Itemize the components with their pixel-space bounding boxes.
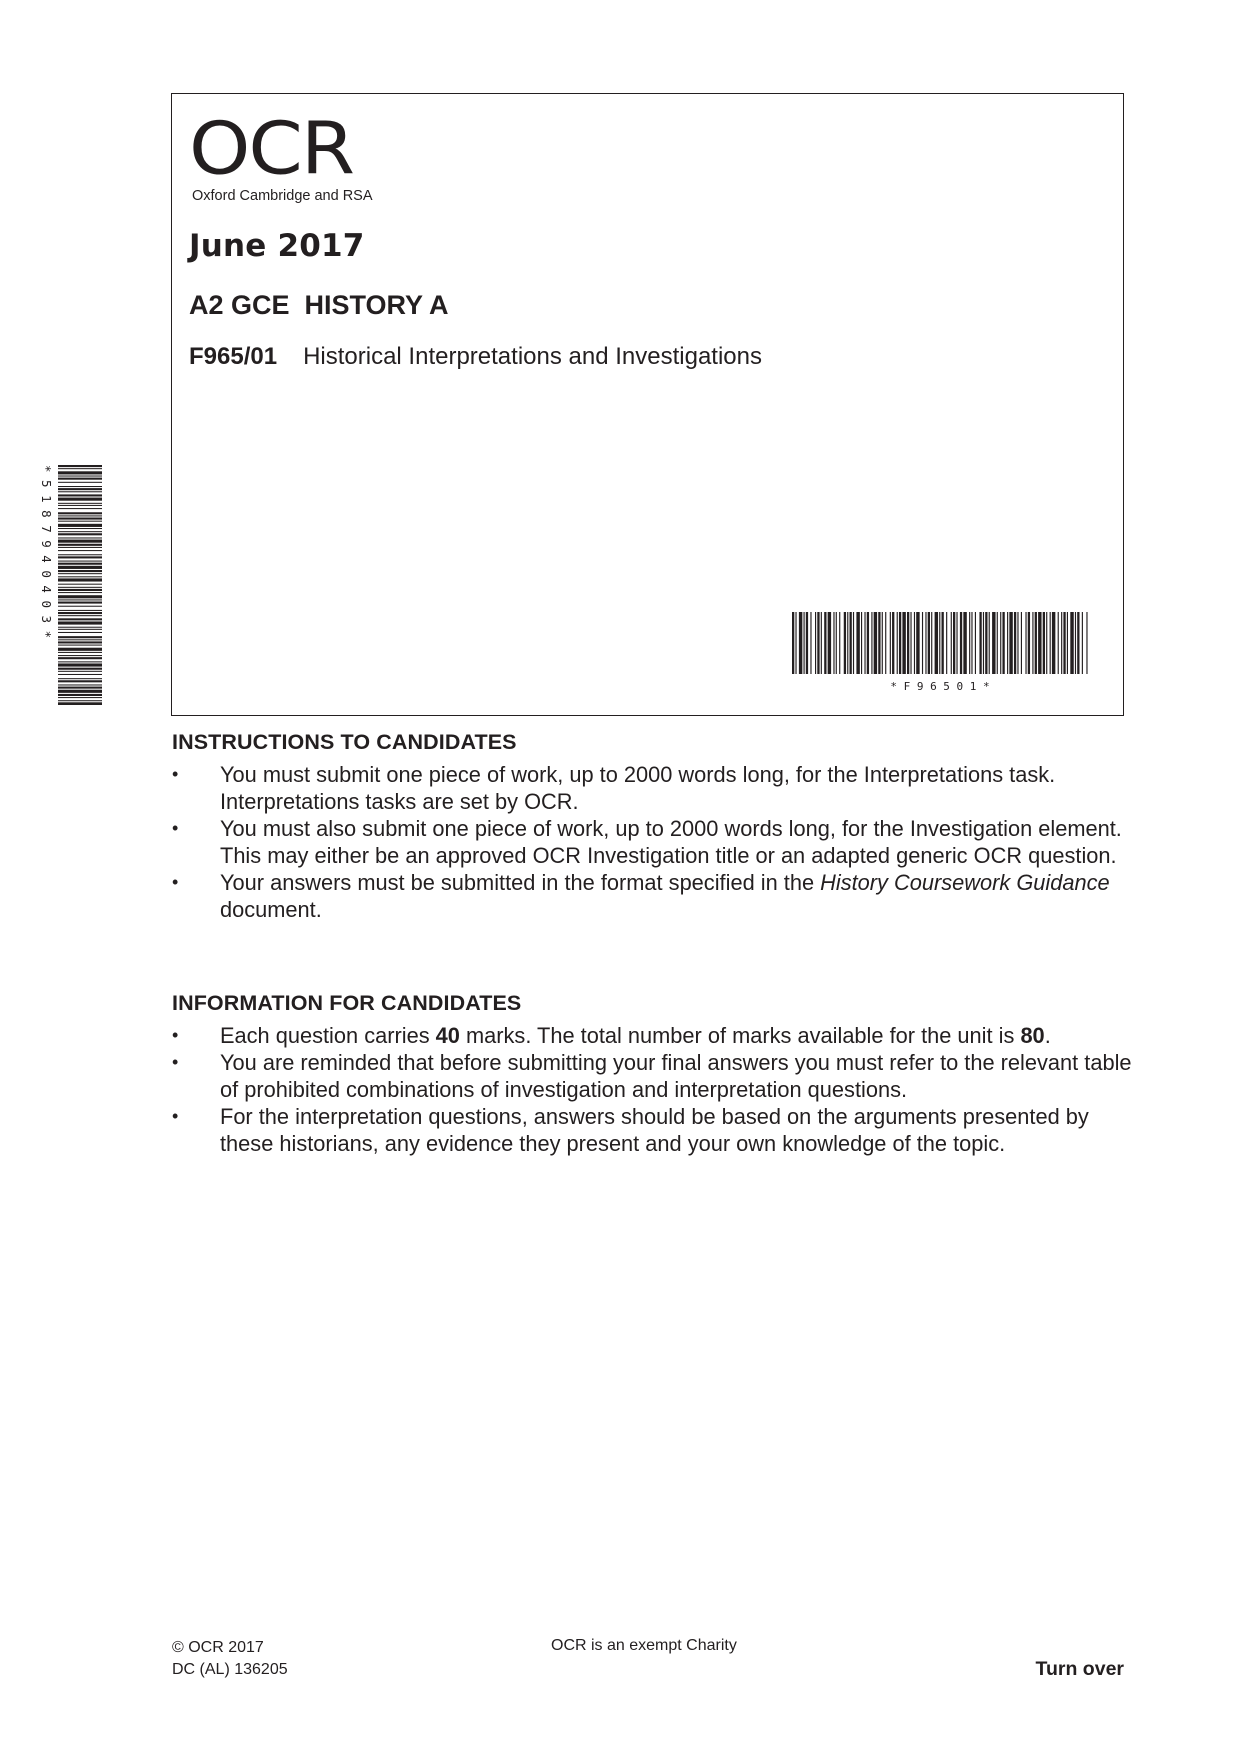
barcode-bar xyxy=(1014,612,1016,674)
bullet: • xyxy=(172,818,179,838)
barcode-bar xyxy=(1077,612,1079,674)
barcode-bar xyxy=(58,690,102,693)
barcode-bar xyxy=(58,680,102,682)
logo-word: OCR xyxy=(189,108,354,191)
barcode-bar xyxy=(58,478,102,480)
barcode-bar xyxy=(58,599,102,600)
barcode-bar xyxy=(1046,612,1047,674)
barcode-bar xyxy=(1007,612,1008,674)
barcode-bar xyxy=(58,561,102,562)
barcode-bar xyxy=(985,612,987,674)
footer-left xyxy=(172,1637,288,1681)
barcode-bar xyxy=(58,661,102,662)
paper-line xyxy=(189,343,762,371)
barcode-bar xyxy=(58,578,102,581)
barcode-bar xyxy=(58,540,102,543)
barcode-bar xyxy=(58,465,102,467)
barcode-bar xyxy=(1075,612,1076,674)
document-reference: DC (AL) 136205 xyxy=(172,1661,288,1678)
marks-per-question: 40 xyxy=(435,1023,460,1048)
barcode-bar xyxy=(824,612,826,674)
paper-code: F965/01 xyxy=(189,343,278,370)
barcode-bar xyxy=(907,612,909,674)
barcode-bar xyxy=(58,531,102,532)
barcode-bar xyxy=(817,612,819,674)
barcode-bar xyxy=(1070,612,1073,674)
list-item: • Each question carries 40 marks. The total number of marks available for the unit is 80. xyxy=(172,1023,1051,1048)
barcode-bar xyxy=(58,621,102,624)
vertical-barcode-text: * 5 1 8 7 9 4 0 4 0 3 * xyxy=(39,465,54,639)
barcode-bar xyxy=(1038,612,1041,674)
barcode-bar xyxy=(975,612,976,674)
barcode-bar xyxy=(821,612,822,674)
barcode-bar xyxy=(58,694,102,696)
barcode-bar xyxy=(58,629,102,630)
barcode-text: * F 9 6 5 0 1 * xyxy=(890,680,990,693)
barcode-bar xyxy=(58,671,102,672)
bullet: • xyxy=(172,1106,179,1126)
turn-over-label: Turn over xyxy=(1035,1658,1124,1680)
barcode-bar xyxy=(839,612,840,674)
barcode-bar xyxy=(58,547,102,548)
barcode-bar xyxy=(928,612,930,674)
barcode-bar xyxy=(885,612,886,674)
bullet: • xyxy=(172,1052,179,1072)
barcode-bar xyxy=(58,471,102,474)
barcode-bar xyxy=(963,612,966,674)
barcode-bar xyxy=(922,612,923,674)
barcode-bar xyxy=(58,587,102,588)
barcode-bar xyxy=(836,612,837,674)
barcode-bar xyxy=(833,612,834,674)
barcode-bar xyxy=(58,584,102,585)
document-title: History Coursework Guidance xyxy=(820,870,1110,895)
barcode-bar xyxy=(58,657,102,659)
barcode-bar xyxy=(914,612,915,674)
barcode-bar xyxy=(1028,612,1030,674)
header-box xyxy=(171,93,1124,716)
ocr-logo xyxy=(189,108,373,204)
barcode-bar xyxy=(971,612,972,674)
barcode-bar xyxy=(58,655,102,656)
barcode-bar xyxy=(58,476,102,477)
copyright: © OCR 2017 xyxy=(172,1639,264,1656)
barcode-bar xyxy=(58,615,102,616)
barcode-bar xyxy=(792,612,794,674)
barcode-bar xyxy=(58,518,102,520)
barcode-bar xyxy=(1025,612,1026,674)
barcode-icon xyxy=(792,612,1088,694)
barcode-bar xyxy=(58,570,102,572)
barcode-bar xyxy=(58,610,102,611)
barcode-bar xyxy=(942,612,944,674)
barcode-bar xyxy=(874,612,877,674)
barcode-bar xyxy=(997,612,998,674)
barcode-bar xyxy=(828,612,831,674)
total-marks: 80 xyxy=(1020,1023,1045,1048)
barcode-bar xyxy=(1017,612,1018,674)
instructions-list xyxy=(172,761,1132,923)
bullet: • xyxy=(172,1025,179,1045)
barcode-bar xyxy=(861,612,862,674)
barcode-bar xyxy=(58,573,102,574)
list-item: • You must submit one piece of work, up to 2000 words long, for the Interpretations task. Interpretations tasks are set by OCR. xyxy=(172,762,1056,814)
vertical-barcode-bars xyxy=(58,465,102,705)
paper-title: Historical Interpretations and Investigations xyxy=(303,343,762,370)
barcode-bar xyxy=(939,612,940,674)
barcode-bar xyxy=(58,521,102,522)
barcode-bar xyxy=(58,524,102,527)
barcode-bar xyxy=(956,612,957,674)
vertical-barcode-icon xyxy=(36,465,104,705)
barcode-bar xyxy=(58,595,102,598)
barcode-bar xyxy=(58,618,102,620)
barcode-bar xyxy=(910,612,911,674)
barcode-bar xyxy=(882,612,883,674)
barcode-bar xyxy=(1050,612,1051,674)
barcode-bar xyxy=(953,612,955,674)
barcode-bar xyxy=(916,612,919,674)
barcode-bar xyxy=(815,612,816,674)
barcode-bar xyxy=(58,697,102,698)
barcode-bar xyxy=(58,641,102,643)
barcode-bar xyxy=(897,612,898,674)
barcode-bar xyxy=(864,612,865,674)
barcode-bar xyxy=(58,674,102,675)
barcode-bar xyxy=(983,612,984,674)
barcode-bar xyxy=(58,488,102,490)
barcode-bar xyxy=(58,503,102,504)
barcode-bar xyxy=(58,663,102,666)
barcode-bar xyxy=(1043,612,1045,674)
barcode-bar xyxy=(1086,612,1087,674)
barcode-bar xyxy=(925,612,926,674)
barcode-bar xyxy=(890,612,891,674)
barcode-bar xyxy=(892,612,894,674)
barcode-bar xyxy=(1061,612,1062,674)
barcode-bar xyxy=(58,606,102,607)
barcode-bar xyxy=(989,612,990,674)
barcode-bar xyxy=(58,700,102,701)
barcode-bar xyxy=(1082,612,1083,674)
barcode-bar xyxy=(878,612,880,674)
barcode-bar xyxy=(58,566,102,569)
barcode-bar xyxy=(969,612,970,674)
barcode-bar xyxy=(951,612,952,674)
information-list xyxy=(172,1022,1132,1157)
barcode-bar xyxy=(58,612,102,614)
logo-subtitle: Oxford Cambridge and RSA xyxy=(192,188,373,204)
barcode-bar xyxy=(1032,612,1033,674)
barcode-bars xyxy=(792,612,1088,674)
barcode-bar xyxy=(850,612,852,674)
information-heading: INFORMATION FOR CANDIDATES xyxy=(172,991,522,1015)
barcode-bar xyxy=(810,612,811,674)
barcode-bar xyxy=(58,494,102,496)
barcode-bar xyxy=(1035,612,1037,674)
barcode-bar xyxy=(902,612,905,674)
barcode-bar xyxy=(58,702,102,705)
barcode-bar xyxy=(1067,612,1068,674)
exam-date: June 2017 xyxy=(189,228,365,264)
list-item: • Your answers must be submitted in the format specified in the History Coursework Guidance document. xyxy=(172,870,1110,922)
barcode-bar xyxy=(58,537,102,538)
barcode-bar xyxy=(58,515,102,516)
barcode-bar xyxy=(1052,612,1055,674)
barcode-bar xyxy=(58,668,102,670)
barcode-bar xyxy=(58,576,102,577)
instructions-section xyxy=(172,730,1132,923)
barcode-bar xyxy=(1063,612,1065,674)
barcode-bar xyxy=(795,612,796,674)
barcode-bar xyxy=(58,550,102,551)
list-item: • For the interpretation questions, answers should be based on the arguments presented by these historians, any evidence they present and your own knowledge of the topic. xyxy=(172,1104,1089,1156)
barcode-bar xyxy=(1021,612,1022,674)
barcode-bar xyxy=(58,486,102,487)
barcode-bar xyxy=(58,491,102,492)
barcode-bar xyxy=(853,612,854,674)
barcode-bar xyxy=(58,512,102,514)
barcode-bar xyxy=(979,612,981,674)
barcode-bar xyxy=(58,482,102,483)
barcode-bar xyxy=(1000,612,1001,674)
information-section xyxy=(172,991,1132,1157)
barcode-bar xyxy=(58,652,102,653)
barcode-bar xyxy=(58,528,102,529)
barcode-bar xyxy=(58,602,102,604)
barcode-bar xyxy=(58,563,102,565)
barcode-bar xyxy=(58,533,102,535)
barcode-bar xyxy=(58,505,102,506)
bullet: • xyxy=(172,872,179,892)
barcode-bar xyxy=(58,498,102,501)
barcode-bar xyxy=(58,468,102,469)
barcode-bar xyxy=(946,612,947,674)
charity-notice: OCR is an exempt Charity xyxy=(551,1637,737,1654)
barcode-bar xyxy=(58,648,102,651)
barcode-bar xyxy=(58,556,102,558)
barcode-bar xyxy=(799,612,802,674)
barcode-bar xyxy=(58,554,102,555)
barcode-bar xyxy=(58,589,102,591)
list-item: • You are reminded that before submitting your final answers you must refer to the relevant table of prohibited combinations of investigation and interpretation questions. xyxy=(172,1050,1132,1102)
barcode-bar xyxy=(58,678,102,679)
barcode-bar xyxy=(58,592,102,593)
barcode-bar xyxy=(1002,612,1004,674)
barcode-bar xyxy=(1009,612,1012,674)
barcode-bar xyxy=(58,636,102,638)
barcode-bar xyxy=(856,612,859,674)
barcode-bar xyxy=(58,627,102,628)
instructions-heading: INSTRUCTIONS TO CANDIDATES xyxy=(172,730,517,754)
barcode-bar xyxy=(960,612,962,674)
barcode-bar xyxy=(992,612,995,674)
list-item: • You must also submit one piece of work, up to 2000 words long, for the Investigation element. This may either be an approved OCR Investigation title or an adapted generic OCR question. xyxy=(172,816,1122,868)
barcode-bar xyxy=(867,612,869,674)
barcode-bar xyxy=(871,612,872,674)
barcode-bar xyxy=(806,612,808,674)
qualification-title: A2 GCE HISTORY A xyxy=(189,290,449,320)
barcode-bar xyxy=(844,612,846,674)
barcode-bar xyxy=(1058,612,1059,674)
barcode-bar xyxy=(58,645,102,646)
barcode-bar xyxy=(58,544,102,546)
barcode-bar xyxy=(847,612,848,674)
barcode-bar xyxy=(58,639,102,640)
barcode-bar xyxy=(58,632,102,633)
barcode-bar xyxy=(804,612,805,674)
barcode-bar xyxy=(58,684,102,685)
barcode-bar xyxy=(931,612,932,674)
bullet: • xyxy=(172,764,179,784)
barcode-bar xyxy=(935,612,938,674)
barcode-bar xyxy=(58,508,102,509)
barcode-bar xyxy=(58,687,102,689)
barcode-bar xyxy=(899,612,901,674)
